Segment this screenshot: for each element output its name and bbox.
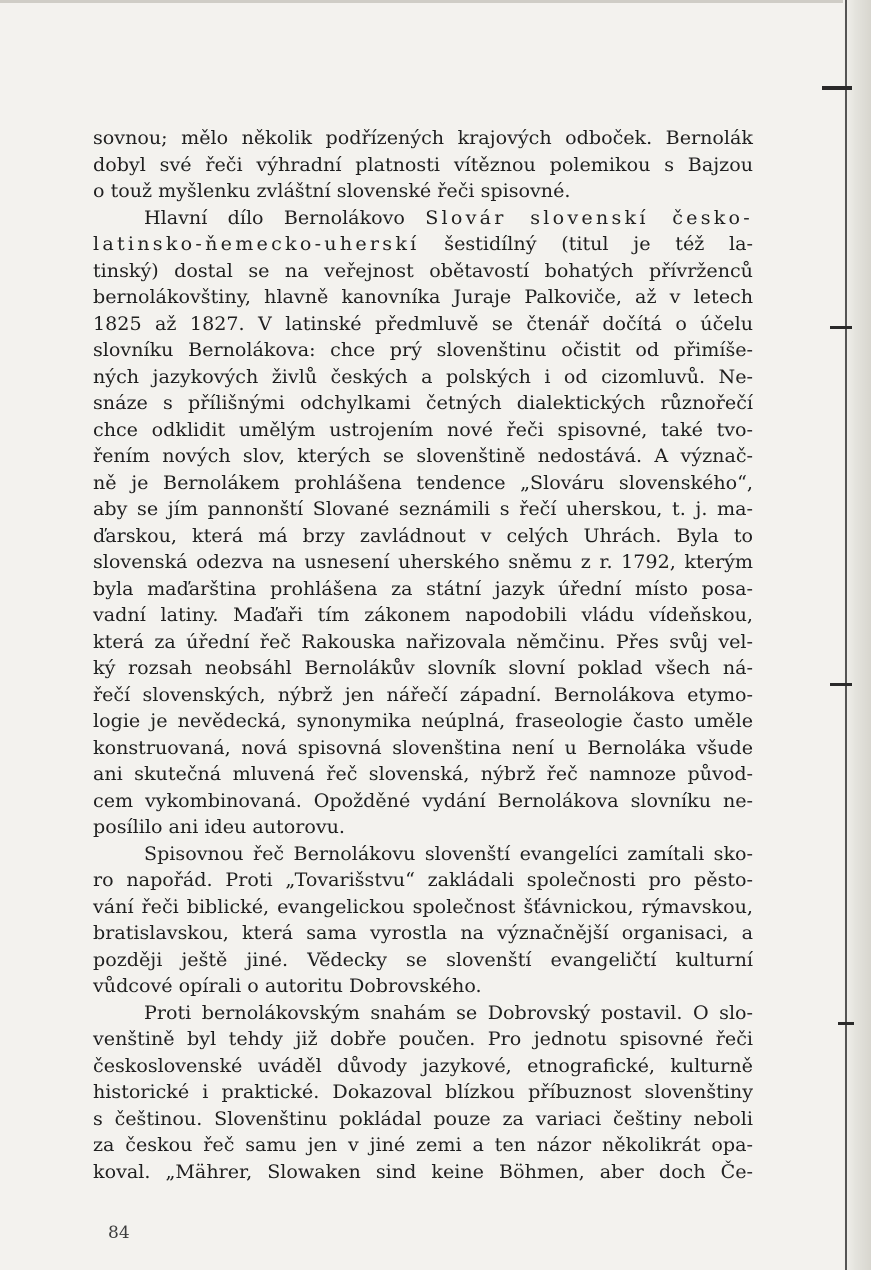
text-line: slovenská odezva na usnesení uherského sněmu z r. 1792, kterým [93,550,753,573]
page-top-edge [0,0,871,3]
text-line: ro napořád. Proti „Tovarišstvu“ zakládali společnosti pro pěsto- [93,868,753,891]
text-line: venštině byl tehdy již dobře poučen. Pro jednotu spisovné řeči [93,1027,753,1050]
text-line: ně je Bernolákem prohlášena tendence „Slováru slovenského“, [93,470,753,494]
book-spine-shadow [843,0,871,1270]
text-line: o touž myšlenku zvláštní slovenské řeči spisovné. [93,179,571,202]
text-line: československé uváděl důvody jazykové, etnografické, kulturně [93,1053,753,1077]
text-line: řečí slovenských, nýbrž jen nářečí západní. Bernolákova etymo- [93,682,753,706]
text-line: vání řeči biblické, evangelickou společnost šťávnickou, rýmavskou, [93,894,753,918]
text-line: posílilo ani ideu autorovu. [93,815,345,838]
text-line [93,205,753,232]
spine-binding-mark [830,683,852,686]
text-line: aby se jím pannonští Slované seznámili s řečí uherskou, t. j. ma- [93,497,753,520]
page-number: 84 [108,1223,130,1243]
text-line: 1825 až 1827. V latinské předmluvě se čtenář dočítá o účelu [93,311,753,335]
text-line: snáze s přílišnými odchylkami četných dialektických různořečí [93,391,753,414]
spaced-title: Slovár slovenskí česko- [425,205,753,229]
text-line: která za úřední řeč Rakouska nařizovala němčinu. Přes svůj vel- [93,629,753,653]
text-segment: šestidílný (titul je též la- [419,232,753,255]
text-line: dobyl své řeči výhradní platnosti vítěznou polemikou s Bajzou [93,152,753,176]
text-line: později ještě jiné. Vědecky se slovenští evangeličtí kulturní [93,947,753,971]
text-line: koval. „Mährer, Slowaken sind keine Böhmen, aber doch Če- [93,1159,753,1183]
text-line: s češtinou. Slovenštinu pokládal pouze za variaci češtiny neboli [93,1106,753,1130]
text-line: ďarskou, která má brzy zavládnout v celých Uhrách. Byla to [93,523,753,547]
text-segment: Hlavní dílo Bernolákovo [144,205,426,229]
text-line: vadní latiny. Maďaři tím zákonem napodobili vládu vídeňskou, [93,603,753,626]
text-line [93,231,753,258]
text-line: cem vykombinovaná. Opožděné vydání Bernolákova slovníku ne- [93,788,753,812]
text-line: slovníku Bernolákova: chce prý slovenštinu očistit od přimíše- [93,338,753,361]
body-text [93,125,753,1185]
text-line: bernolákovštiny, hlavně kanovníka Juraje Palkoviče, až v letech [93,285,753,308]
spine-binding-mark [830,326,852,329]
text-line: vůdcové opírali o autoritu Dobrovského. [93,974,482,997]
text-line: tinský) dostal se na veřejnost obětavostí bohatých přívrženců [93,258,753,282]
text-line: řením nových slov, kterých se slovenštině nedostává. A význač- [93,444,753,467]
spine-binding-mark [838,1022,854,1025]
text-line: ných jazykových živlů českých a polských i od cizomluvů. Ne- [93,364,753,388]
book-spine-line [845,0,847,1270]
text-line: bratislavskou, která sama vyrostla na význačnější organisaci, a [93,921,753,944]
text-line: ký rozsah neobsáhl Bernolákův slovník slovní poklad všech ná- [93,656,753,679]
text-line: za českou řeč samu jen v jiné zemi a ten názor několikrát opa- [93,1133,753,1156]
text-line: chce odklidit umělým ustrojením nové řeči spisovné, také tvo- [93,417,753,441]
text-line: sovnou; mělo několik podřízených krajových odboček. Bernolák [93,126,753,149]
text-line: logie je nevědecká, synonymika neúplná, fraseologie často uměle [93,709,753,732]
text-line: byla maďarština prohlášena za státní jazyk úřední místo posa- [93,576,753,600]
text-line: historické i praktické. Dokazoval blízkou příbuznost slovenštiny [93,1080,753,1103]
text-line: Proti bernolákovským snahám se Dobrovský postavil. O slo- [144,1000,753,1024]
text-line: ani skutečná mluvená řeč slovenská, nýbrž řeč namnoze původ- [93,762,753,785]
spaced-title: latinsko-ňemecko-uherskí [93,232,420,255]
spine-binding-mark [822,86,852,90]
text-line: konstruovaná, nová spisovná slovenština není u Bernoláka všude [93,735,753,759]
text-line: Spisovnou řeč Bernolákovu slovenští evangelíci zamítali sko- [144,841,753,865]
